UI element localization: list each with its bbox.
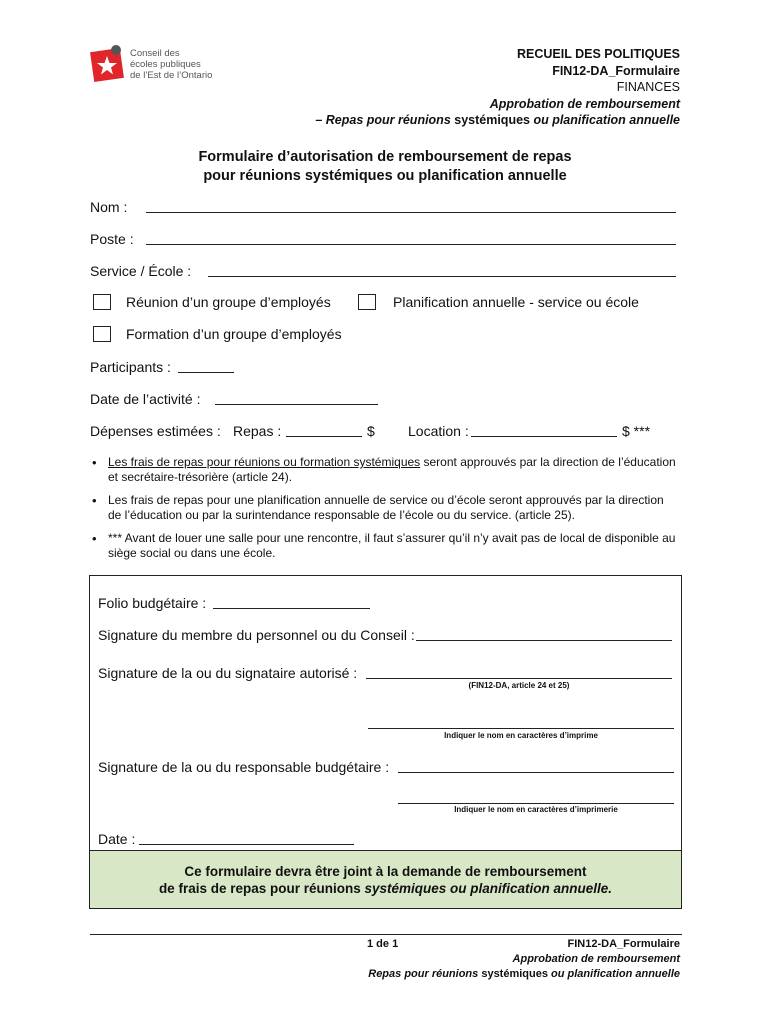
- reunion-label: Réunion d’un groupe d’employés: [126, 294, 331, 310]
- note-nom-budget: Indiquer le nom en caractères d’imprimerie: [454, 805, 618, 814]
- repas-dollar: $: [367, 423, 375, 439]
- nom-field: Nom :: [90, 199, 128, 215]
- header-collection: RECUEIL DES POLITIQUES: [517, 47, 680, 61]
- sig-membre-label: Signature du membre du personnel ou du Conseil :: [98, 627, 415, 643]
- header-code: FIN12-DA_Formulaire: [552, 63, 680, 78]
- page-number: 1 de 1: [367, 938, 399, 950]
- note-article: (FIN12-DA, article 24 et 25): [468, 681, 570, 690]
- participants-input[interactable]: [178, 359, 234, 373]
- folio-label: Folio budgétaire :: [98, 595, 207, 611]
- logo-text: Conseil des écoles publiques de l’Est de l’Ontario: [130, 48, 213, 81]
- nom-budget-input[interactable]: [398, 790, 674, 804]
- reunion-checkbox[interactable]: [93, 294, 111, 310]
- header-subject: Approbation de remboursement: [489, 96, 680, 111]
- folio-input[interactable]: [213, 595, 370, 609]
- service-input[interactable]: [208, 263, 676, 277]
- planification-checkbox[interactable]: [358, 294, 376, 310]
- date-activite-input[interactable]: [215, 391, 378, 405]
- sig-autorise-label: Signature de la ou du signataire autorisé :: [98, 665, 358, 681]
- logo-star-icon: [90, 44, 130, 84]
- sig-budget-input[interactable]: [398, 759, 674, 773]
- page-header: [315, 46, 680, 129]
- planification-label: Planification annuelle - service ou école: [393, 294, 639, 310]
- location-input[interactable]: [471, 423, 617, 437]
- poste-input[interactable]: [146, 231, 676, 245]
- date-label: Date :: [98, 831, 136, 847]
- nom-autorise-input[interactable]: [368, 715, 674, 729]
- list-item: • Les frais de repas pour réunions ou formation systémiques seront approuvés par la direction de l’éducation et secrétaire-trésorière (article 24).: [90, 455, 680, 485]
- header-category: FINANCES: [616, 80, 680, 94]
- sig-membre-input[interactable]: [416, 627, 672, 641]
- date-activite-field: Date de l’activité :: [90, 391, 201, 407]
- poste-field: Poste :: [90, 231, 134, 247]
- header-subtitle: – Repas pour réunions systémiques ou planification annuelle: [315, 113, 680, 127]
- depenses-label: Dépenses estimées :: [90, 423, 221, 439]
- rules-list: [90, 455, 680, 569]
- sig-budget-label: Signature de la ou du responsable budgétaire :: [98, 759, 390, 775]
- date-input[interactable]: [139, 831, 354, 845]
- repas-label: Repas :: [233, 423, 282, 439]
- list-item: • *** Avant de louer une salle pour une rencontre, il faut s’assurer qu’il n’y avait pas de local de disponible au siège social ou dans une école.: [90, 531, 680, 561]
- location-dollar: $ ***: [622, 423, 651, 439]
- formation-checkbox[interactable]: [93, 326, 111, 342]
- participants-field: Participants :: [90, 359, 171, 375]
- formation-label: Formation d’un groupe d’employés: [126, 326, 342, 342]
- service-field: Service / École :: [90, 263, 192, 279]
- form-title: Formulaire d’autorisation de remboursement de repas pour réunions systémiques ou planification annuelle: [198, 149, 572, 184]
- footer-info: FIN12-DA_Formulaire Approbation de remboursement Repas pour réunions systémiques ou planification annuelle: [368, 938, 680, 980]
- repas-input[interactable]: [286, 423, 362, 437]
- list-item: • Les frais de repas pour une planification annuelle de service ou d’école seront approuvés par la direction de l’éducation ou par la surintendance responsable de l’école ou du service. (article 25).: [90, 493, 680, 523]
- nom-input[interactable]: [146, 199, 676, 213]
- note-nom-autorise: Indiquer le nom en caractères d’imprime: [444, 731, 598, 740]
- notice-banner: Ce formulaire devra être joint à la demande de remboursement de frais de repas pour réunions systémiques ou planification annuelle.: [90, 850, 681, 908]
- sig-autorise-input[interactable]: [366, 665, 672, 679]
- location-label: Location :: [408, 423, 469, 439]
- footer-divider: [90, 934, 682, 935]
